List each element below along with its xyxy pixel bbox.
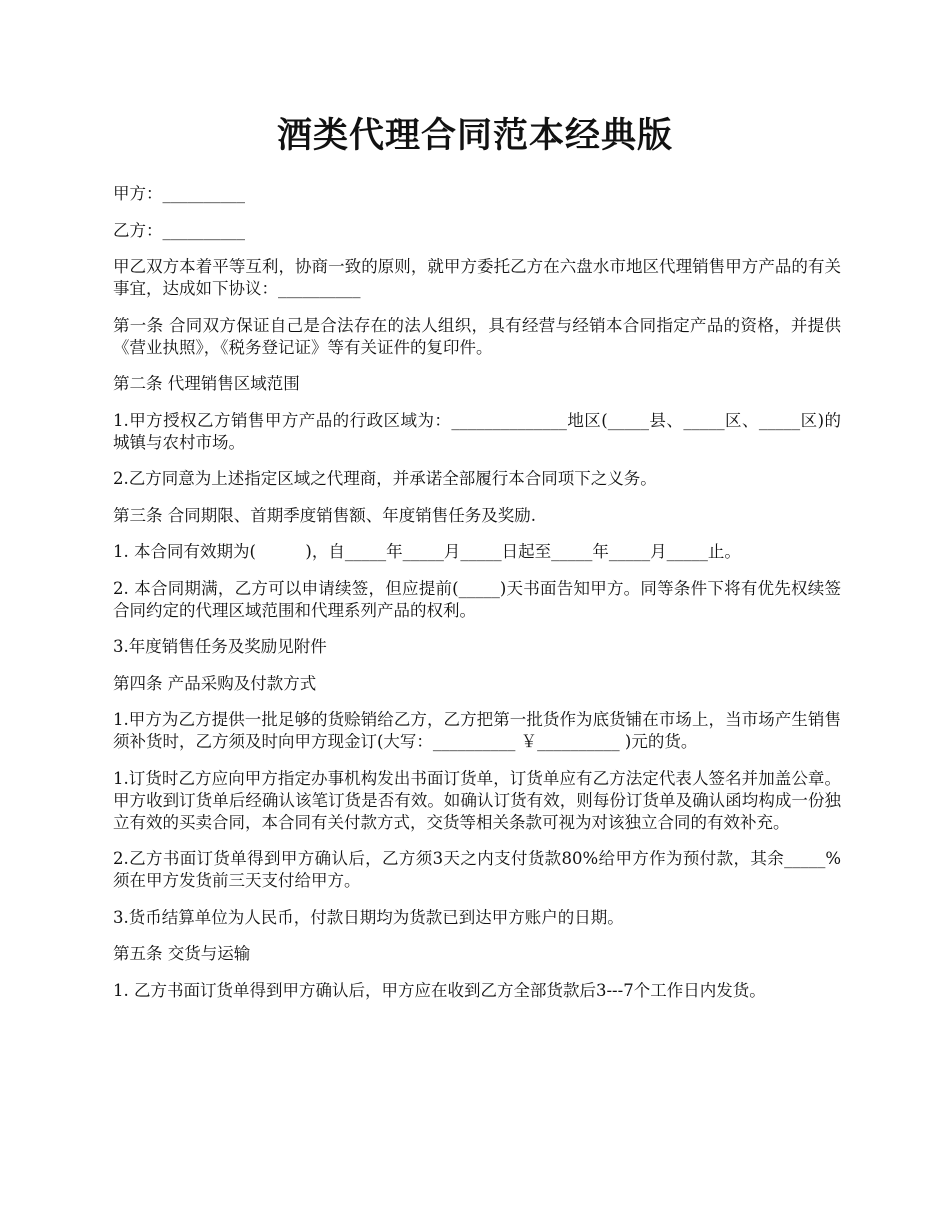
document-body bbox=[113, 183, 841, 1016]
article-3-clause-3: 3.年度销售任务及奖励见附件 bbox=[113, 637, 327, 656]
article-3-heading: 第三条 合同期限、首期季度销售额、年度销售任务及奖励. bbox=[113, 505, 536, 525]
article-2-clause-2: 2.乙方同意为上述指定区域之代理商，并承诺全部履行本合同项下之义务。 bbox=[113, 469, 657, 488]
party-a-line: 甲方：__________ bbox=[113, 184, 245, 203]
article-4-clause-3: 3.货币结算单位为人民币，付款日期均为货款已到达甲方账户的日期。 bbox=[113, 907, 624, 927]
article-4-clause-1: 1.甲方为乙方提供一批足够的货赊销给乙方，乙方把第一批货作为底货铺在市场上，当市场产生销售须补货时，乙方须及时向甲方现金订(大写：__________ ￥__________ )元的货。 bbox=[113, 710, 841, 751]
article-3-clause-1: 1. 本合同有效期为( )，自_____年_____月_____日起至_____年_____月_____止。 bbox=[113, 542, 741, 561]
article-4-heading: 第四条 产品采购及付款方式 bbox=[113, 673, 317, 693]
article-5-clause-1: 1. 乙方书面订货单得到甲方确认后，甲方应在收到乙方全部货款后3---7个工作日内发货。 bbox=[113, 980, 766, 1000]
article-4-clause-2: 2.乙方书面订货单得到甲方确认后，乙方须3天之内支付货款80%给甲方作为预付款，其余_____%须在甲方发货前三天支付给甲方。 bbox=[113, 849, 841, 890]
article-4-clause-1b: 1.订货时乙方应向甲方指定办事机构发出书面订货单，订货单应有乙方法定代表人签名并加盖公章。甲方收到订货单后经确认该笔订货是否有效。如确认订货有效，则每份订货单及确认函均构成一份独立有效的买卖合同，本合同有关付款方式，交货等相关条款可视为对该独立合同的有效补充。 bbox=[113, 768, 841, 832]
article-5-heading: 第五条 交货与运输 bbox=[113, 944, 251, 963]
article-3-clause-2: 2. 本合同期满，乙方可以申请续签，但应提前(_____)天书面告知甲方。同等条件下将有优先权续签合同约定的代理区域范围和代理系列产品的权利。 bbox=[113, 578, 841, 620]
article-1-paragraph: 第一条 合同双方保证自己是合法存在的法人组织，具有经营与经销本合同指定产品的资格，并提供《营业执照》，《税务登记证》等有关证件的复印件。 bbox=[113, 315, 841, 357]
preamble-paragraph: 甲乙双方本着平等互利，协商一致的原则，就甲方委托乙方在六盘水市地区代理销售甲方产品的有关事宜，达成如下协议：__________ bbox=[113, 257, 841, 298]
document-title: 酒类代理合同范本经典版 bbox=[276, 115, 673, 156]
party-b-line: 乙方：__________ bbox=[113, 220, 245, 240]
article-2-heading: 第二条 代理销售区域范围 bbox=[113, 374, 300, 393]
article-2-clause-1: 1.甲方授权乙方销售甲方产品的行政区域为：______________地区(_____县、_____区、_____区)的城镇与农村市场。 bbox=[113, 410, 841, 452]
